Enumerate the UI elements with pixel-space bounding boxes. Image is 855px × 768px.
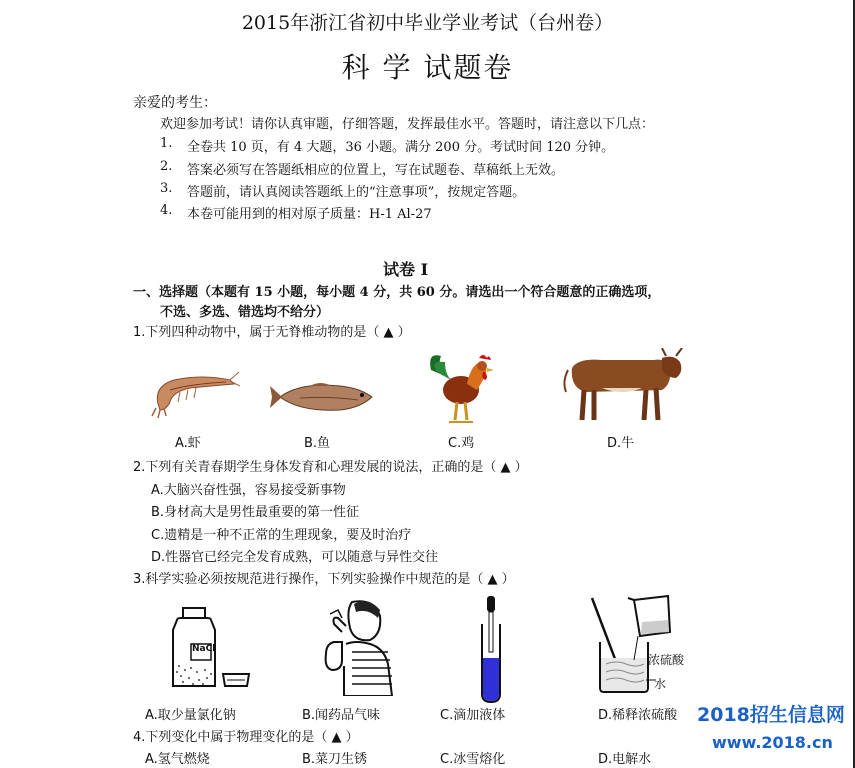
question-4-option-b: B.菜刀生锈	[302, 752, 368, 767]
acid-label: 浓硫酸	[648, 653, 685, 667]
paper-title: 试卷 I	[383, 260, 429, 279]
notice-item-num-1: 1.	[160, 136, 173, 151]
question-1-option-d: D.牛	[607, 436, 635, 451]
exam-subtitle: 科 学 试题卷	[341, 51, 514, 84]
question-3-stem: 3.科学实验必须按规范进行操作，下列实验操作中规范的是（ ▲ ）	[133, 572, 515, 587]
notice-intro: 欢迎参加考试！请你认真审题，仔细答题，发挥最佳水平。答题时，请注意以下几点：	[160, 117, 655, 132]
question-4-option-d: D.电解水	[598, 752, 652, 767]
dilution-figure	[586, 592, 686, 696]
notice-greeting: 亲爱的考生：	[133, 95, 217, 111]
cow-image	[562, 348, 686, 424]
notice-item-2: 答案必须写在答题纸相应的位置上，写在试题卷、草稿纸上无效。	[187, 163, 565, 178]
question-2-option-b: B.身材高大是男性最重要的第一性征	[151, 505, 360, 520]
question-3-option-c: C.滴加液体	[440, 708, 506, 723]
nacl-label: NaCl	[192, 644, 216, 654]
question-1-option-a: A.虾	[175, 436, 201, 451]
watermark-site-name: 2018招生信息网	[697, 704, 845, 726]
section-heading-line1: 一、选择题（本题有 15 小题，每小题 4 分，共 60 分。请选出一个符合题意的正确选项，	[133, 285, 661, 300]
question-3-option-a: A.取少量氯化钠	[145, 708, 236, 723]
section-heading-line2: 不选、多选、错选均不给分）	[160, 305, 330, 320]
question-3-option-d: D.稀释浓硫酸	[598, 708, 678, 723]
shrimp-image	[150, 366, 240, 420]
question-2-stem: 2.下列有关青春期学生身体发育和心理发展的说法，正确的是（ ▲ ）	[133, 460, 528, 475]
question-2-option-a: A.大脑兴奋性强，容易接受新事物	[151, 483, 346, 498]
water-label: 水	[654, 677, 667, 691]
question-4-stem: 4.下列变化中属于物理变化的是（ ▲ ）	[133, 730, 359, 745]
watermark-url: www.2018.cn	[712, 733, 833, 752]
question-4-option-c: C.冰雪熔化	[440, 752, 506, 767]
notice-item-1: 全卷共 10 页，有 4 大题，36 小题。满分 200 分。考试时间 120 分钟。	[187, 140, 615, 155]
question-4-option-a: A.氢气燃烧	[145, 752, 210, 767]
notice-item-3: 答题前，请认真阅读答题纸上的“注意事项”，按规定答题。	[187, 185, 526, 200]
fish-image	[270, 378, 375, 416]
dropper-tube-figure	[476, 594, 506, 704]
question-2-option-c: C.遗精是一种不正常的生理现象，要及时治疗	[151, 528, 412, 543]
notice-item-4: 本卷可能用到的相对原子质量：H-1 Al-27	[187, 207, 432, 222]
question-1-option-c: C.鸡	[448, 436, 475, 451]
notice-item-num-4: 4.	[160, 203, 173, 218]
question-1-stem: 1.下列四种动物中，属于无脊椎动物的是（ ▲ ）	[133, 325, 411, 340]
notice-item-num-3: 3.	[160, 181, 173, 196]
question-2-option-d: D.性器官已经完全发育成熟，可以随意与异性交往	[151, 550, 439, 565]
question-3-option-b: B.闻药品气味	[302, 708, 381, 723]
person-smelling-figure	[312, 596, 398, 696]
rooster-image	[427, 350, 497, 424]
exam-title: 2015年浙江省初中毕业学业考试（台州卷）	[241, 12, 614, 34]
notice-item-num-2: 2.	[160, 159, 173, 174]
question-1-option-b: B.鱼	[304, 436, 331, 451]
